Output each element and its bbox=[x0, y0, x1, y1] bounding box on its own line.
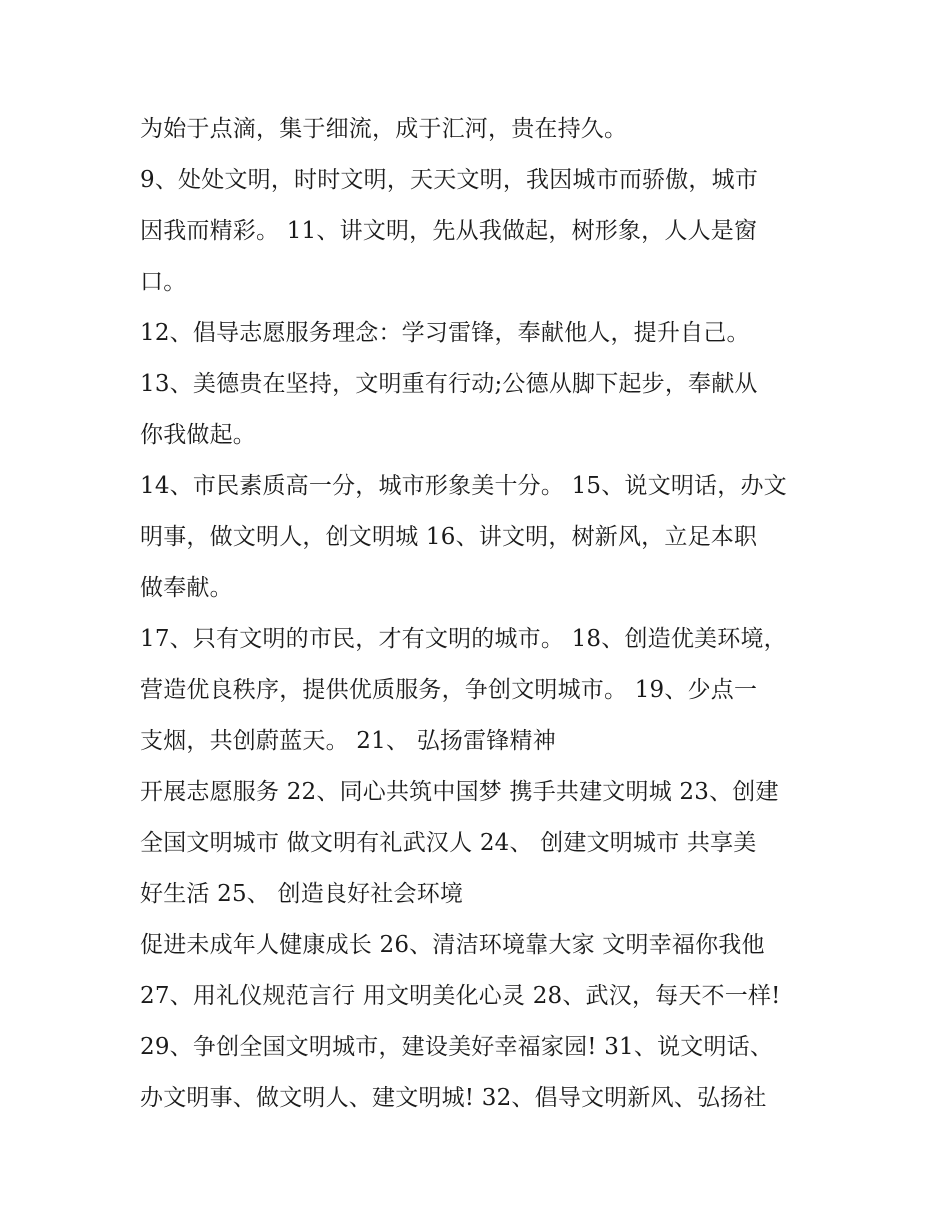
text-line: 17、只有文明的市民，才有文明的城市。 18、创造优美环境， bbox=[140, 626, 787, 652]
text-line: 12、倡导志愿服务理念：学习雷锋，奉献他人，提升自己。 bbox=[140, 320, 750, 346]
text-line: 因我而精彩。 11、讲文明，先从我做起，树形象，人人是窗 bbox=[140, 218, 758, 244]
text-line: 27、用礼仪规范言行 用文明美化心灵 28、武汉，每天不一样! bbox=[140, 983, 781, 1009]
text-line: 办文明事、做文明人、建文明城! 32、倡导文明新风、弘扬社 bbox=[140, 1085, 767, 1111]
text-line: 14、市民素质高一分，城市形象美十分。 15、说文明话，办文 bbox=[140, 473, 787, 499]
text-line: 促进未成年人健康成长 26、清洁环境靠大家 文明幸福你我他 bbox=[140, 932, 765, 958]
text-line: 营造优良秩序，提供优质服务，争创文明城市。 19、少点一 bbox=[140, 677, 758, 703]
text-line: 口。 bbox=[140, 269, 187, 295]
text-line: 13、美德贵在坚持，文明重有行动;公德从脚下起步，奉献从 bbox=[140, 371, 758, 397]
text-line: 好生活 25、 创造良好社会环境 bbox=[140, 881, 464, 907]
document-body bbox=[140, 104, 830, 1124]
text-line: 做奉献。 bbox=[140, 575, 233, 601]
text-line: 全国文明城市 做文明有礼武汉人 24、 创建文明城市 共享美 bbox=[140, 830, 757, 856]
text-line: 9、处处文明，时时文明，天天文明，我因城市而骄傲，城市 bbox=[140, 167, 759, 193]
text-line: 明事，做文明人，创文明城 16、讲文明，树新风，立足本职 bbox=[140, 524, 758, 550]
text-line: 支烟，共创蔚蓝天。 21、 弘扬雷锋精神 bbox=[140, 728, 556, 754]
text-line: 为始于点滴，集于细流，成于汇河，贵在持久。 bbox=[140, 116, 628, 142]
text-line: 你我做起。 bbox=[140, 422, 256, 448]
text-line: 29、争创全国文明城市，建设美好幸福家园! 31、说文明话、 bbox=[140, 1034, 774, 1060]
text-line: 开展志愿服务 22、同心共筑中国梦 携手共建文明城 23、创建 bbox=[140, 779, 779, 805]
